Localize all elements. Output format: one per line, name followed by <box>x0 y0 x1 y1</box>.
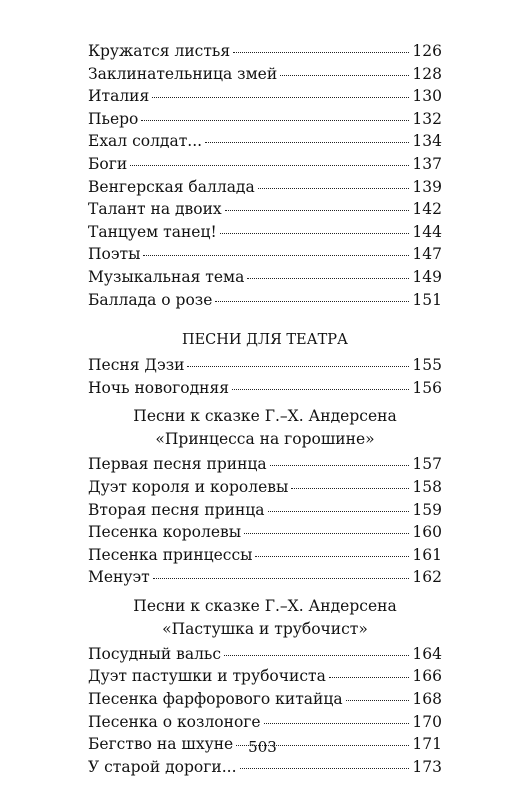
toc-list-princess <box>88 453 442 589</box>
toc-entry <box>88 521 442 544</box>
leader-dots <box>255 556 409 557</box>
toc-entry-page: 130 <box>412 87 442 106</box>
leader-dots <box>240 768 410 769</box>
toc-entry <box>88 289 442 312</box>
toc-list-shepherdess <box>88 643 442 779</box>
toc-entry-page: 158 <box>412 477 442 496</box>
page-number: 503 <box>248 738 277 756</box>
leader-dots <box>141 120 409 121</box>
section-heading: ПЕСНИ ДЛЯ ТЕАТРА <box>181 332 349 349</box>
leader-dots <box>244 533 409 534</box>
toc-entry-page: 159 <box>412 500 442 519</box>
toc-entry <box>88 544 442 567</box>
leader-dots <box>264 723 410 724</box>
toc-entry-title: Дуэт пастушки и трубочиста <box>88 667 326 686</box>
toc-entry-page: 144 <box>412 222 442 241</box>
toc-entry-title: Венгерская баллада <box>88 177 255 196</box>
toc-entry-page: 156 <box>412 378 442 397</box>
toc-entry-page: 147 <box>412 245 442 264</box>
leader-dots <box>270 465 410 466</box>
sub-heading-shepherdess: Песни к сказке Г.–Х. Андерсена «Пастушка и трубочист» <box>133 596 397 638</box>
toc-entry <box>88 130 442 153</box>
toc-entry <box>88 198 442 221</box>
toc-entry-title: Танцуем танец! <box>88 222 217 241</box>
toc-entry-page: 168 <box>412 690 442 709</box>
toc-entry-page: 126 <box>412 42 442 60</box>
toc-entry-title: Менуэт <box>88 568 150 587</box>
toc-entry <box>88 85 442 108</box>
leader-dots <box>143 255 409 256</box>
toc-entry-title: Ночь новогодняя <box>88 378 230 397</box>
toc-entry-title: У старой дороги... <box>88 757 237 776</box>
leader-dots <box>153 578 410 579</box>
toc-entry-title: Пьеро <box>88 109 139 128</box>
toc-entry-page: 142 <box>412 200 442 219</box>
toc-entry-title: Поэты <box>88 245 141 264</box>
leader-dots <box>224 655 409 656</box>
toc-entry <box>88 499 442 522</box>
toc-entry-title: Посудный вальс <box>88 644 222 663</box>
toc-entry-page: 171 <box>412 735 442 754</box>
toc-entry-title: Ехал солдат... <box>88 132 203 151</box>
leader-dots <box>329 677 410 678</box>
toc-entry <box>88 266 442 289</box>
toc-entry-title: Талант на двоих <box>88 200 222 219</box>
toc-entry <box>88 476 442 499</box>
leader-dots <box>152 97 409 98</box>
toc-entry-page: 134 <box>412 132 442 151</box>
toc-list-theatre <box>88 354 442 399</box>
toc-entry <box>88 108 442 131</box>
toc-entry <box>88 153 442 176</box>
toc-entry-title: Песенка королевы <box>88 523 242 542</box>
leader-dots <box>291 488 409 489</box>
toc-entry-page: 166 <box>412 667 442 686</box>
toc-entry-title: Песенка о козлоноге <box>88 712 261 731</box>
toc-entry-page: 170 <box>412 712 442 731</box>
toc-entry-title: Песенка принцессы <box>88 545 253 564</box>
toc-entry-page: 157 <box>412 455 442 474</box>
leader-dots <box>268 511 410 512</box>
toc-entry <box>88 354 442 377</box>
toc-entry <box>88 643 442 666</box>
leader-dots <box>247 278 409 279</box>
toc-entry-page: 137 <box>412 154 442 173</box>
toc-entry <box>88 63 442 86</box>
leader-dots <box>280 75 409 76</box>
toc-entry-page: 173 <box>412 757 442 776</box>
toc-entry-title: Вторая песня принца <box>88 500 265 519</box>
toc-entry-title: Боги <box>88 154 128 173</box>
toc-entry-title: Первая песня принца <box>88 455 267 474</box>
toc-entry <box>88 377 442 400</box>
toc-entry-page: 161 <box>412 545 442 564</box>
toc-entry-title: Дуэт короля и королевы <box>88 477 289 496</box>
toc-entry-title: Песенка фарфорового китайца <box>88 690 343 709</box>
toc-entry <box>88 243 442 266</box>
toc-entry <box>88 40 442 63</box>
toc-page <box>88 40 442 778</box>
toc-entry-title: Баллада о розе <box>88 290 213 309</box>
leader-dots <box>187 366 409 367</box>
toc-entry-page: 132 <box>412 109 442 128</box>
toc-entry-page: 164 <box>412 644 442 663</box>
leader-dots <box>215 301 409 302</box>
leader-dots <box>346 700 410 701</box>
toc-entry-title: Кружатся листья <box>88 42 231 60</box>
toc-entry <box>88 176 442 199</box>
toc-entry-page: 149 <box>412 267 442 286</box>
leader-dots <box>258 188 410 189</box>
toc-entry <box>88 756 442 779</box>
toc-entry-page: 139 <box>412 177 442 196</box>
toc-entry <box>88 711 442 734</box>
toc-entry <box>88 566 442 589</box>
leader-dots <box>232 389 409 390</box>
toc-entry-title: Заклинательница змей <box>88 64 278 83</box>
toc-entry-title: Италия <box>88 87 150 106</box>
sub-heading-princess: Песни к сказке Г.–Х. Андерсена «Принцесса на горошине» <box>133 407 397 449</box>
toc-list-main <box>88 40 442 311</box>
toc-entry-page: 162 <box>412 568 442 587</box>
toc-entry <box>88 665 442 688</box>
toc-entry-page: 128 <box>412 64 442 83</box>
toc-entry-page: 155 <box>412 356 442 375</box>
toc-entry-page: 160 <box>412 523 442 542</box>
toc-entry-title: Бегство на шхуне <box>88 735 234 754</box>
toc-entry <box>88 688 442 711</box>
toc-entry <box>88 453 442 476</box>
toc-entry <box>88 221 442 244</box>
leader-dots <box>233 52 409 53</box>
leader-dots <box>225 210 410 211</box>
leader-dots <box>205 142 409 143</box>
toc-entry-title: Музыкальная тема <box>88 267 245 286</box>
toc-entry-page: 151 <box>412 290 442 309</box>
leader-dots <box>220 233 410 234</box>
leader-dots <box>130 165 409 166</box>
toc-entry-title: Песня Дэзи <box>88 356 185 375</box>
